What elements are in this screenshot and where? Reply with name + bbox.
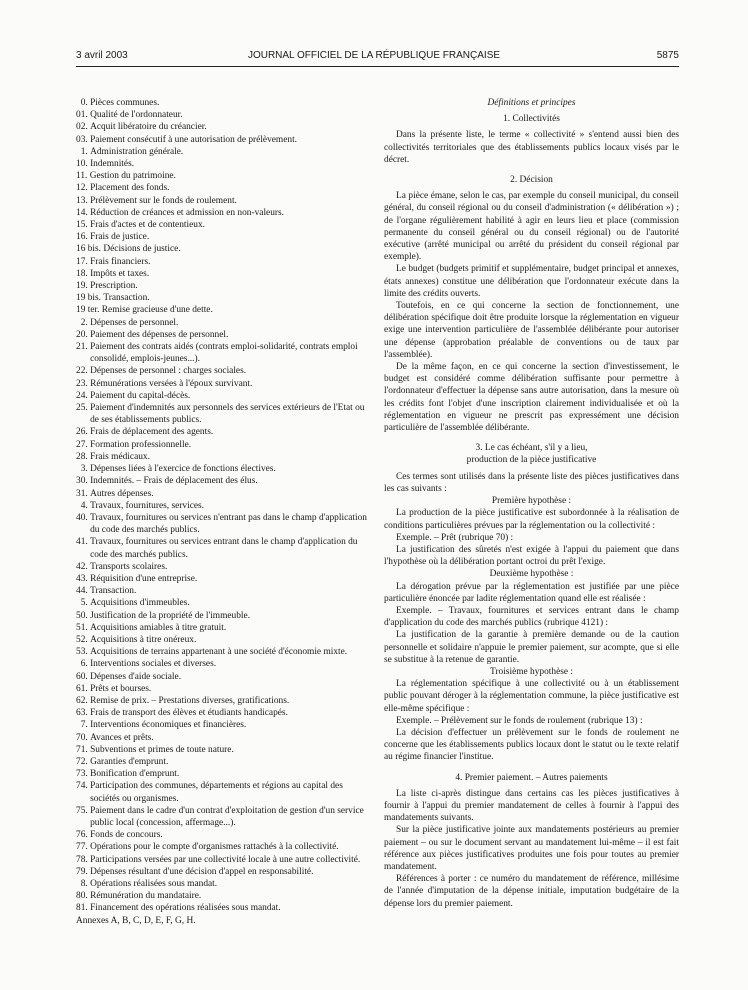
rubric-code: 6. bbox=[76, 659, 91, 670]
rubric-code: 61. bbox=[76, 683, 91, 694]
rubric-code: 76. bbox=[76, 830, 91, 841]
rubric-code: 02. bbox=[76, 122, 91, 133]
rubric-label: Rémunérations versées à l'époux survivant. bbox=[90, 378, 253, 389]
rubric-item bbox=[76, 695, 368, 707]
rubric-code: 13. bbox=[76, 195, 91, 206]
rubric-code: 63. bbox=[76, 708, 91, 719]
rubric-code: 62. bbox=[76, 695, 91, 706]
rubric-code: 60. bbox=[76, 671, 91, 682]
rubric-label: Paiement du capital-décès. bbox=[90, 390, 191, 401]
rubric-code: 19 ter. bbox=[76, 305, 102, 316]
rubric-code: 52. bbox=[76, 634, 91, 645]
rubric-item bbox=[76, 878, 368, 890]
rubric-item bbox=[76, 280, 368, 292]
rubric-item bbox=[76, 658, 368, 670]
rubric-code: 3. bbox=[76, 464, 91, 475]
rubric-label: Justification de la propriété de l'immeuble. bbox=[90, 610, 251, 621]
rubric-label: Participation des communes, départements et régions au capital des sociétés ou organismes. bbox=[90, 781, 343, 804]
rubric-item bbox=[76, 829, 368, 841]
rubric-code: 21. bbox=[76, 342, 91, 353]
paragraph: Le budget (budgets primitif et supplémentaire, budget principal et annexes, états annexes) constitue une délibération que l'ordonnateur exécute dans la limite des crédits ouverts. bbox=[384, 264, 679, 299]
rubric-item bbox=[76, 646, 368, 658]
rubric-item bbox=[76, 463, 368, 475]
section-3-title-line-2: production de la pièce justificative bbox=[466, 455, 597, 466]
rubric-label: Dépenses liées à l'exercice de fonctions électives. bbox=[90, 464, 276, 475]
rubric-code: 16. bbox=[76, 232, 91, 243]
rubric-code: 14. bbox=[76, 207, 91, 218]
rubric-item bbox=[76, 439, 368, 451]
paragraph: La dérogation prévue par la réglementation est justifiée par une pièce particulière énoncée par ladite réglementation quand elle est réalisée : bbox=[384, 581, 679, 604]
rubric-item bbox=[76, 195, 368, 207]
rubric-label: Opérations pour le compte d'organismes rattachés à la collectivité. bbox=[90, 842, 339, 853]
rubric-item bbox=[76, 561, 368, 573]
rubric-item bbox=[76, 841, 368, 853]
rubric-label: Prêts et bourses. bbox=[90, 683, 152, 694]
rubric-item bbox=[76, 158, 368, 170]
rubric-item bbox=[76, 854, 368, 866]
page-header bbox=[0, 50, 748, 66]
rubric-label: Dépenses d'aide sociale. bbox=[90, 671, 182, 682]
annexes-line: Annexes A, B, C, D, E, F, G, H. bbox=[76, 915, 196, 926]
rubric-code: 77. bbox=[76, 842, 91, 853]
rubric-label: Placement des fonds. bbox=[90, 183, 170, 194]
rubric-label: Transaction. bbox=[103, 293, 150, 304]
rubric-item bbox=[76, 231, 368, 243]
rubric-item bbox=[76, 109, 368, 121]
rubric-label: Fonds de concours. bbox=[90, 830, 163, 841]
rubric-label: Subventions et primes de toute nature. bbox=[90, 744, 234, 755]
example-line: Exemple. – Prélèvement sur le fonds de roulement (rubrique 13) : bbox=[396, 715, 643, 726]
rubric-code: 24. bbox=[76, 390, 91, 401]
rubric-label: Acquit libératoire du créancier. bbox=[90, 122, 207, 133]
rubric-label: Interventions économiques et financières. bbox=[90, 720, 247, 731]
rubric-label: Prélèvement sur le fonds de roulement. bbox=[90, 195, 237, 206]
rubric-label: Remise de prix. – Prestations diverses, gratifications. bbox=[90, 695, 290, 706]
rubric-item bbox=[76, 744, 368, 756]
rubric-label: Transports scolaires. bbox=[90, 561, 168, 572]
rubric-item bbox=[76, 866, 368, 878]
rubric-label: Garanties d'emprunt. bbox=[90, 756, 169, 767]
rubric-item bbox=[76, 170, 368, 182]
rubric-item bbox=[76, 683, 368, 695]
paragraph: La justification de la garantie à première demande ou de la caution personnelle et solidaire n'appuie le premier paiement, sur acompte, que si elle se substitue à la retenue de garantie. bbox=[384, 630, 679, 665]
rubric-item bbox=[76, 573, 368, 585]
rubric-code: 11. bbox=[76, 171, 90, 182]
rubric-label: Travaux, fournitures ou services n'entrant pas dans le champ d'application du code des marchés publics. bbox=[90, 512, 367, 536]
rubric-code: 2. bbox=[76, 317, 91, 328]
rubric-item bbox=[76, 768, 368, 780]
rubric-item bbox=[76, 707, 368, 719]
rubric-item bbox=[76, 146, 368, 158]
rubric-item bbox=[76, 317, 368, 329]
rubric-item bbox=[76, 585, 368, 597]
rubric-label: Transaction. bbox=[90, 586, 137, 597]
rubric-label: Frais d'actes et de contentieux. bbox=[90, 220, 205, 231]
rubric-label: Paiement dans le cadre d'un contrat d'exploitation de gestion d'un service public local (concession, affermage...). bbox=[90, 805, 364, 828]
paragraph: La décision d'effectuer un prélèvement sur le fonds de roulement ne concerne que les établissements publics locaux dont le statut ou le texte relatif au régime financier l'institue. bbox=[384, 727, 679, 763]
rubric-item bbox=[76, 475, 368, 487]
section-2-title: 2. Décision bbox=[510, 175, 553, 186]
paragraph: La réglementation spécifique à une collectivité ou à un établissement public pouvant déroger à la réglementation commune, la pièce justificative est elle-même spécifique : bbox=[384, 679, 679, 714]
rubric-code: 53. bbox=[76, 647, 91, 658]
rubric-label: Indemnités. – Frais de déplacement des élus. bbox=[90, 476, 258, 487]
rubric-label: Bonification d'emprunt. bbox=[90, 769, 180, 780]
rubric-label: Paiement d'indemnités aux personnels des services extérieurs de l'Etat ou de ses établissements publics. bbox=[90, 403, 365, 426]
rubric-label: Acquisitions d'immeubles. bbox=[90, 598, 190, 609]
rubric-code: 79. bbox=[76, 866, 91, 877]
rubric-code: 51. bbox=[76, 622, 91, 633]
example-line: Exemple. – Prêt (rubrique 70) : bbox=[396, 532, 514, 543]
rubric-code: 40. bbox=[76, 512, 91, 523]
rubric-item bbox=[76, 536, 368, 560]
rubric-label: Dépenses de personnel : charges sociales. bbox=[90, 366, 247, 377]
paragraph: Dans la présente liste, le terme « collectivité » s'entend aussi bien des collectivités territoriales que des établissements publics locaux visés par le décret. bbox=[384, 130, 679, 165]
section-1-title: 1. Collectivités bbox=[503, 114, 560, 125]
header-title: JOURNAL OFFICIEL DE LA RÉPUBLIQUE FRANÇAISE bbox=[247, 50, 501, 61]
rubric-item bbox=[76, 756, 368, 768]
rubric-label: Décisions de justice. bbox=[103, 244, 181, 255]
rubric-item bbox=[76, 805, 368, 829]
hypothesis-3-title: Troisième hypothèse : bbox=[490, 666, 573, 677]
rubric-code: 72. bbox=[76, 756, 91, 767]
rubric-item bbox=[76, 365, 368, 377]
rubric-code: 10. bbox=[76, 159, 91, 170]
rubric-item bbox=[76, 902, 368, 914]
rubric-code: 22. bbox=[76, 366, 91, 377]
rubric-item bbox=[76, 304, 368, 316]
rubric-code: 81. bbox=[76, 903, 91, 914]
rubric-item bbox=[76, 329, 368, 341]
rubric-label: Gestion du patrimoine. bbox=[89, 171, 176, 182]
rubric-item bbox=[76, 622, 368, 634]
section-4-title: 4. Premier paiement. – Autres paiements bbox=[455, 772, 608, 783]
rubric-label: Frais de transport des élèves et étudiants handicapés. bbox=[90, 708, 288, 719]
rubric-label: Avances et prêts. bbox=[90, 732, 154, 743]
rubric-label: Paiement des dépenses de personnel. bbox=[90, 329, 229, 340]
rubric-label: Impôts et taxes. bbox=[90, 268, 150, 279]
rubric-code: 27. bbox=[76, 439, 91, 450]
rubric-label: Réduction de créances et admission en non-valeurs. bbox=[90, 207, 285, 218]
paragraph: Sur la pièce justificative jointe aux mandatements postérieurs au premier paiement – ou sur le document servant au mandatement lui-même – il est fait référence aux pièces justificatives produites une fois pour toutes au premier mandatement. bbox=[384, 825, 679, 872]
rubric-item bbox=[76, 207, 368, 219]
rubric-item bbox=[76, 719, 368, 731]
rubric-item bbox=[76, 97, 368, 109]
rubric-label: Pièces communes. bbox=[90, 98, 160, 108]
rubric-item bbox=[76, 780, 368, 804]
rubric-label: Paiement consécutif à une autorisation de prélèvement. bbox=[90, 134, 298, 145]
paragraph: La justification des sûretés n'est exigée à l'appui du paiement que dans l'hypothèse où la délibération portant octroi du prêt l'exige. bbox=[384, 544, 679, 568]
rubric-item bbox=[76, 732, 368, 744]
rubric-label: Frais de déplacement des agents. bbox=[90, 427, 214, 438]
definitions-title: Définitions et principes bbox=[487, 98, 576, 108]
rubric-code: 75. bbox=[76, 805, 91, 816]
rubric-code: 44. bbox=[76, 586, 91, 597]
rubric-label: Rémunération du mandataire. bbox=[90, 891, 202, 902]
paragraph: Ces termes sont utilisés dans la présente liste des pièces justificatives dans les cas suivants : bbox=[384, 471, 679, 494]
rubric-item bbox=[76, 292, 368, 304]
rubric-code: 8. bbox=[76, 879, 91, 889]
rubric-label: Travaux, fournitures ou services entrant dans le champ d'application du code des marchés publics. bbox=[90, 537, 358, 560]
header-date: 3 avril 2003 bbox=[76, 50, 128, 61]
paragraph: La production de la pièce justificative est subordonnée à la réalisation de conditions particulières prévues par la réglementation ou la collectivité : bbox=[384, 508, 679, 531]
rubric-code: 03. bbox=[76, 134, 91, 145]
rubric-label: Remise gracieuse d'une dette. bbox=[101, 305, 213, 316]
rubric-label: Acquisitions de terrains appartenant à une société d'économie mixte. bbox=[90, 647, 348, 658]
rubric-item bbox=[76, 219, 368, 231]
rubric-code: 25. bbox=[76, 403, 91, 414]
rubric-code: 12. bbox=[76, 183, 91, 194]
rubric-label: Frais financiers. bbox=[90, 256, 151, 267]
rubric-label: Indemnités. bbox=[90, 159, 135, 170]
rubric-code: 70. bbox=[76, 732, 91, 743]
rubric-code: 50. bbox=[76, 610, 91, 621]
rubric-item bbox=[76, 402, 368, 426]
hypothesis-1-title: Première hypothèse : bbox=[491, 496, 572, 507]
rubric-code: 74. bbox=[76, 781, 91, 792]
rubric-label: Réquisition d'une entreprise. bbox=[90, 573, 198, 584]
rubric-label: Administration générale. bbox=[90, 146, 184, 157]
rubric-label: Financement des opérations réalisées sous mandat. bbox=[90, 903, 281, 914]
rubric-code: 28. bbox=[76, 451, 91, 462]
rubric-code: 30. bbox=[76, 476, 91, 487]
rubric-code: 01. bbox=[76, 110, 91, 121]
rubric-label: Prescription. bbox=[90, 281, 138, 292]
example-line: Exemple. – Travaux, fournitures et services entrant dans le champ d'application du code des marchés publics (rubrique 4121) : bbox=[384, 605, 679, 629]
hypothesis-2-title: Deuxième hypothèse : bbox=[489, 569, 574, 580]
rubric-item bbox=[76, 256, 368, 268]
rubric-code: 80. bbox=[76, 891, 91, 902]
rubric-label: Acquisitions à titre onéreux. bbox=[90, 634, 197, 645]
rubric-code: 5. bbox=[76, 598, 91, 609]
rubric-code: 23. bbox=[76, 378, 91, 389]
rubric-label: Opérations réalisées sous mandat. bbox=[90, 879, 218, 889]
paragraph: De la même façon, en ce qui concerne la section d'investissement, le budget est considéré comme délibération suffisante pour permettre à l'ordonnateur d'effectuer la dépense sans autre autorisation, dans la mesure où les crédits font l'objet d'une inscription clairement individualisée et où la réglementation en vigueur ne prescrit pas expressément une décision particulière de l'assemblée délibérante. bbox=[384, 362, 679, 434]
rubric-code: 41. bbox=[76, 537, 91, 548]
rubric-item bbox=[76, 268, 368, 280]
rubric-code: 15. bbox=[76, 220, 91, 231]
definitions-column bbox=[384, 97, 679, 910]
rubric-code: 43. bbox=[76, 573, 91, 584]
rubric-label: Paiement des contrats aidés (contrats emploi-solidarité, contrats emploi consolidé, emplois-jeunes...). bbox=[90, 342, 358, 365]
rubric-item bbox=[76, 341, 368, 365]
paragraph: Toutefois, en ce qui concerne la section de fonctionnement, une délibération spécifique doit être produite lorsque la réglementation en vigueur exige une intervention particulière de l'assemblée délibérante pour autoriser une dépense (approbation préalable de conventions ou de taux par l'assemblée). bbox=[384, 301, 679, 360]
rubric-item bbox=[76, 597, 368, 609]
rubric-item bbox=[76, 634, 368, 646]
rubric-item bbox=[76, 890, 368, 902]
rubric-code: 19. bbox=[76, 281, 91, 292]
section-3-title-line-1: 3. Le cas échéant, s'il y a lieu, bbox=[475, 443, 588, 454]
rubric-code: 0. bbox=[76, 98, 91, 108]
rubric-code: 19 bis. bbox=[76, 293, 104, 304]
rubric-code: 26. bbox=[76, 427, 91, 438]
rubric-code: 18. bbox=[76, 268, 91, 279]
rubric-label: Participations versées par une collectivité locale à une autre collectivité. bbox=[90, 854, 361, 865]
rubric-code: 17. bbox=[76, 256, 91, 267]
rubric-code: 42. bbox=[76, 561, 91, 572]
paragraph: La pièce émane, selon le cas, par exemple du conseil municipal, du conseil général, du conseil régional ou du conseil d'administration (« délibération ») ; de l'organe régulièrement habilité à agir en leurs lieu et place (commission permanente du conseil général ou du conseil régional) ou de l'autorité exécutive (arrêté municipal ou arrêté du président du conseil régional par exemple). bbox=[384, 191, 679, 263]
rubric-label: Formation professionnelle. bbox=[90, 439, 192, 450]
rubric-code: 73. bbox=[76, 769, 91, 780]
rubric-code: 16 bis. bbox=[76, 244, 104, 255]
rubric-item bbox=[76, 500, 368, 512]
paragraph: Références à porter : ce numéro du mandatement de référence, millésime de l'année d'imputation de la dépense initiale, imputation budgétaire de la dépense lors du premier paiement. bbox=[384, 874, 679, 909]
rubric-code: 71. bbox=[76, 744, 91, 755]
rubric-list bbox=[76, 97, 368, 927]
rubric-label: Dépenses résultant d'une décision d'appel en responsabilité. bbox=[90, 866, 314, 877]
rubric-code: 31. bbox=[76, 488, 91, 499]
rubric-item bbox=[76, 121, 368, 133]
rubric-code: 7. bbox=[76, 720, 91, 731]
rubric-label: Acquisitions amiables à titre gratuit. bbox=[90, 622, 227, 633]
rubric-label: Travaux, fournitures, services. bbox=[90, 500, 205, 511]
rubric-item bbox=[76, 426, 368, 438]
rubric-label: Dépenses de personnel. bbox=[90, 317, 179, 328]
rubric-label: Qualité de l'ordonnateur. bbox=[90, 110, 183, 121]
header-rule bbox=[76, 66, 679, 67]
rubric-item bbox=[76, 610, 368, 622]
rubric-item bbox=[76, 390, 368, 402]
header-page-number: 5875 bbox=[656, 50, 679, 61]
rubric-code: 4. bbox=[76, 500, 91, 511]
rubric-code: 78. bbox=[76, 854, 91, 865]
rubric-item bbox=[76, 378, 368, 390]
rubric-item bbox=[76, 243, 368, 255]
rubric-item bbox=[76, 488, 368, 500]
rubric-item bbox=[76, 512, 368, 536]
rubric-label: Frais médicaux. bbox=[90, 451, 150, 462]
rubric-item bbox=[76, 134, 368, 146]
rubric-label: Autres dépenses. bbox=[90, 488, 154, 499]
rubric-code: 20. bbox=[76, 329, 91, 340]
rubric-label: Frais de justice. bbox=[90, 232, 150, 243]
rubric-item bbox=[76, 182, 368, 194]
rubric-label: Interventions sociales et diverses. bbox=[90, 659, 217, 670]
paragraph: La liste ci-après distingue dans certains cas les pièces justificatives à fournir à l'appui du premier mandatement de celles à fournir à l'appui des mandatements suivants. bbox=[384, 788, 679, 824]
rubric-item bbox=[76, 671, 368, 683]
rubric-item bbox=[76, 451, 368, 463]
rubric-code: 1. bbox=[76, 146, 91, 157]
